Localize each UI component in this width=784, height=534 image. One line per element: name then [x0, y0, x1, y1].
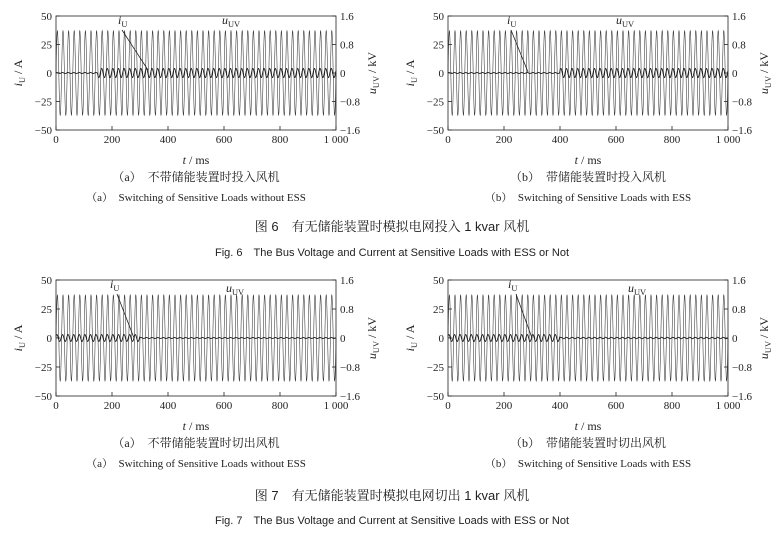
x-tick-label: 400	[551, 400, 569, 412]
annotation-leader-line	[117, 294, 134, 338]
panel-caption-en: （b） Switching of Sensitive Loads with ESS	[484, 192, 692, 204]
annotation-voltage: $u_{UV}$	[616, 13, 635, 29]
x-axis-label: t / ms	[182, 419, 210, 433]
x-tick-label: 800	[663, 134, 681, 146]
y-tick-label-left: −25	[426, 96, 444, 109]
y-tick-label-left: −50	[34, 391, 52, 403]
x-tick-label: 1 000	[715, 400, 741, 412]
panel-caption-cn: （b） 带储能装置时切出风机	[509, 436, 667, 450]
annotation-leader-line	[511, 30, 528, 72]
x-tick-label: 600	[607, 400, 625, 412]
y-tick-label-left: 25	[41, 304, 52, 316]
chart-panel-2	[11, 275, 381, 470]
panel-caption-en: （a） Switching of Sensitive Loads without ESS	[86, 458, 306, 470]
y-tick-label-left: 0	[46, 333, 52, 345]
y-axis-label-right: $u_{UV}$ / kV	[757, 51, 773, 95]
y-tick-label-left: 50	[41, 275, 52, 287]
series-line-uuv	[56, 30, 336, 116]
y-tick-label-left: 0	[438, 68, 444, 80]
y-tick-label-right: 1.6	[732, 11, 746, 23]
y-axis-label-left: $i_U$ / A	[403, 324, 419, 352]
x-axis-label: t / ms	[574, 153, 602, 167]
x-axis-label: t / ms	[574, 419, 602, 433]
annotation-voltage: $u_{UV}$	[222, 13, 241, 29]
y-tick-label-left: 0	[46, 68, 52, 80]
y-tick-label-right: 0	[340, 333, 346, 345]
panel-caption-en: （a） Switching of Sensitive Loads without ESS	[86, 192, 306, 204]
x-tick-label: 200	[495, 400, 513, 412]
y-tick-label-left: 25	[433, 39, 444, 52]
y-tick-label-right: 0	[732, 333, 738, 345]
y-tick-label-right: 0.8	[340, 39, 354, 52]
annotation-current: $i_U$	[508, 277, 518, 293]
annotation-current: $i_U$	[507, 13, 517, 29]
y-axis-label-left: $i_U$ / A	[11, 324, 27, 352]
annotation-voltage: $u_{UV}$	[628, 281, 647, 297]
y-tick-label-right: −1.6	[732, 391, 752, 403]
chart-panel-1	[403, 11, 773, 204]
y-tick-label-right: −1.6	[732, 125, 752, 137]
y-tick-label-right: 0.8	[732, 304, 746, 316]
y-tick-label-left: 0	[438, 333, 444, 345]
x-tick-label: 1 000	[323, 134, 349, 146]
x-axis-label: t / ms	[182, 153, 210, 167]
y-tick-label-left: −25	[34, 96, 52, 109]
annotation-leader-line	[516, 294, 532, 338]
y-tick-label-right: −1.6	[340, 391, 360, 403]
x-tick-label: 200	[495, 134, 513, 146]
annotation-voltage: $u_{UV}$	[226, 281, 245, 297]
x-tick-label: 800	[271, 400, 289, 412]
figure6-caption-cn: 图 6 有无储能装置时模拟电网投入 1 kvar 风机	[254, 219, 530, 234]
x-tick-label: 1 000	[715, 134, 741, 146]
x-tick-label: 0	[445, 400, 451, 412]
x-tick-label: 800	[663, 400, 681, 412]
annotation-current: $i_U$	[118, 13, 128, 29]
y-tick-label-right: 0.8	[340, 304, 354, 316]
x-tick-label: 0	[53, 400, 59, 412]
y-tick-label-right: 0	[340, 68, 346, 80]
x-tick-label: 400	[159, 134, 177, 146]
y-tick-label-left: −50	[426, 391, 444, 403]
x-tick-label: 1 000	[323, 400, 349, 412]
y-tick-label-right: −0.8	[732, 362, 752, 374]
y-tick-label-right: −0.8	[340, 362, 360, 374]
y-tick-label-left: 50	[433, 275, 444, 287]
figure7-caption-en: Fig. 7 The Bus Voltage and Current at Sensitive Loads with ESS or Not	[214, 515, 570, 527]
figure7-caption-cn: 图 7 有无储能装置时模拟电网切出 1 kvar 风机	[254, 488, 530, 503]
y-tick-label-right: 1.6	[340, 11, 354, 23]
figure6-caption-en: Fig. 6 The Bus Voltage and Current at Sensitive Loads with ESS or Not	[214, 247, 570, 259]
x-tick-label: 600	[607, 134, 625, 146]
y-tick-label-left: −50	[426, 125, 444, 137]
y-tick-label-left: 50	[433, 11, 444, 23]
y-axis-label-left: $i_U$ / A	[403, 59, 419, 87]
panel-caption-cn: （a） 不带储能装置时投入风机	[112, 170, 280, 184]
y-tick-label-right: 0.8	[732, 39, 746, 52]
x-tick-label: 200	[103, 400, 121, 412]
y-tick-label-right: −1.6	[340, 125, 360, 137]
x-tick-label: 600	[215, 400, 233, 412]
x-tick-label: 400	[159, 400, 177, 412]
x-tick-label: 800	[271, 134, 289, 146]
y-tick-label-left: −50	[34, 125, 52, 137]
y-tick-label-left: 50	[41, 11, 52, 23]
y-tick-label-left: −25	[426, 362, 444, 374]
y-axis-label-right: $u_{UV}$ / kV	[365, 316, 381, 360]
chart-panel-3	[403, 275, 773, 470]
y-axis-label-right: $u_{UV}$ / kV	[757, 316, 773, 360]
panel-caption-cn: （b） 带储能装置时投入风机	[509, 170, 667, 184]
y-tick-label-right: 1.6	[732, 275, 746, 287]
y-axis-label-left: $i_U$ / A	[11, 59, 27, 87]
y-tick-label-right: 0	[732, 68, 738, 80]
y-axis-label-right: $u_{UV}$ / kV	[365, 51, 381, 95]
y-tick-label-left: 25	[433, 304, 444, 316]
panel-caption-cn: （a） 不带储能装置时切出风机	[112, 436, 280, 450]
x-tick-label: 600	[215, 134, 233, 146]
y-tick-label-left: −25	[34, 362, 52, 374]
y-tick-label-left: 25	[41, 39, 52, 52]
x-tick-label: 0	[53, 134, 59, 146]
panel-caption-en: （b） Switching of Sensitive Loads with ESS	[484, 458, 692, 470]
y-tick-label-right: −0.8	[340, 96, 360, 109]
chart-panel-0	[11, 11, 381, 204]
x-tick-label: 0	[445, 134, 451, 146]
x-tick-label: 400	[551, 134, 569, 146]
x-tick-label: 200	[103, 134, 121, 146]
annotation-current: $i_U$	[110, 277, 120, 293]
y-tick-label-right: 1.6	[340, 275, 354, 287]
y-tick-label-right: −0.8	[732, 96, 752, 109]
